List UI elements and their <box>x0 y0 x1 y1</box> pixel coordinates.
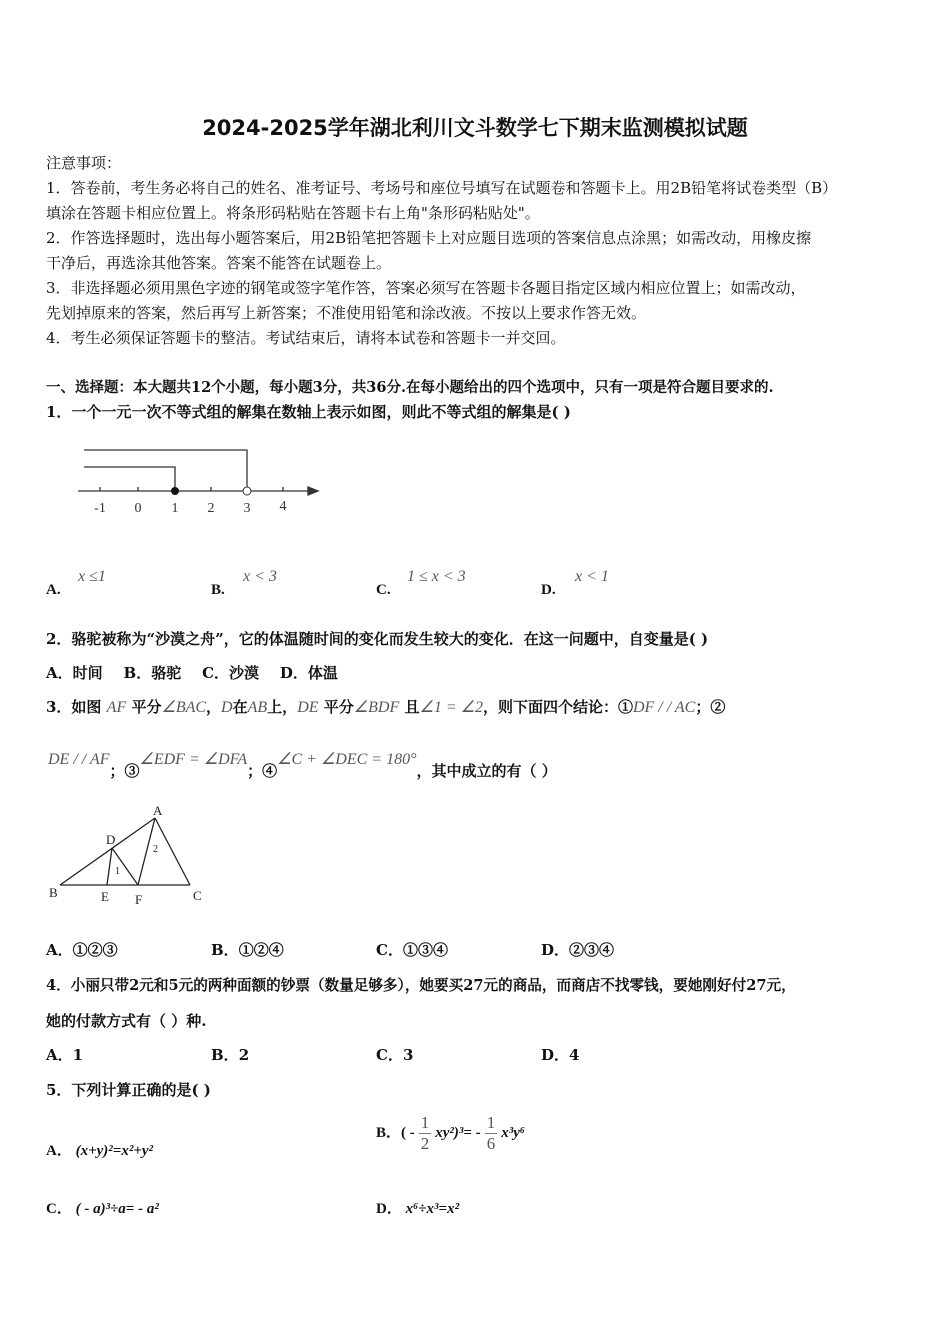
fraction <box>485 1113 498 1154</box>
option-value: (x+y)²=x²+y² <box>75 1143 154 1159</box>
range-bracket-1 <box>84 467 175 491</box>
option-value: ①②③ <box>72 941 118 959</box>
label-a: A <box>153 803 163 818</box>
text: 平分 <box>323 698 354 716</box>
text: ；③ <box>109 762 140 780</box>
option-label: B． <box>376 1124 402 1141</box>
q1-option-c[interactable]: 1 ≤ x < 3 <box>407 568 466 585</box>
option-label: D． <box>541 941 570 959</box>
label-b: B <box>49 885 58 900</box>
numerator: 1 <box>420 1113 430 1132</box>
option-value: ①③④ <box>402 941 448 959</box>
math: ∠C + ∠DEC = 180° <box>277 751 417 768</box>
q1-option-d[interactable]: x < 1 <box>575 568 609 585</box>
q1-option-a-label[interactable]: A. <box>46 582 61 598</box>
q4-option-a[interactable] <box>46 1044 83 1065</box>
tick-label: 4 <box>279 499 287 514</box>
label-f: F <box>135 892 143 907</box>
option-label: D． <box>541 1046 570 1064</box>
text: 在 <box>232 698 248 716</box>
option-value: 3 <box>402 1046 414 1064</box>
math: ∠1 = ∠2 <box>419 699 483 716</box>
axis-arrow <box>308 487 318 495</box>
math: AB <box>247 699 268 716</box>
q4-option-c[interactable] <box>376 1044 413 1065</box>
notice-line: 填涂在答题卡相应位置上。将条形码粘贴在答题卡右上角"条形码粘贴处"。 <box>46 204 540 222</box>
q4-option-d[interactable] <box>541 1044 579 1065</box>
notice-heading: 注意事项： <box>46 154 122 172</box>
q5-option-a[interactable] <box>46 1139 153 1160</box>
notice-line: 先划掉原来的答案，然后再写上新答案；不准使用铅笔和涂改液。不按以上要求作答无效。 <box>46 304 647 322</box>
page-title: 2024-2025学年湖北利川文斗数学七下期末监测模拟试题 <box>202 116 748 140</box>
q5-option-c[interactable] <box>46 1197 159 1218</box>
q3-option-c[interactable] <box>376 939 448 960</box>
tick-label: 0 <box>134 501 142 516</box>
q4-stem-line1: 4．小丽只带2元和5元的两种面额的钞票（数量足够多），她要买27元的商品，而商店不找零钱，要她刚好付27元， <box>46 977 796 994</box>
math: DE / / AF <box>48 751 110 768</box>
tick-label: 3 <box>243 501 251 516</box>
q3-option-a[interactable] <box>46 939 118 960</box>
tick-label: 1 <box>171 501 179 516</box>
math: DF / / AC <box>632 699 696 716</box>
option-label: B． <box>211 1046 239 1064</box>
denominator: 2 <box>420 1134 430 1153</box>
text: 3．如图 <box>46 698 102 716</box>
q3-stem-line2 <box>48 748 557 780</box>
fraction <box>419 1113 432 1154</box>
option-label: D． <box>376 1201 402 1217</box>
numerator: 1 <box>486 1113 496 1132</box>
option-label: A． <box>46 1046 73 1064</box>
angle-2: 2 <box>153 844 158 855</box>
math: ∠EDF = ∠DFA <box>139 751 248 768</box>
angle-1: 1 <box>115 866 120 877</box>
notice-line: 干净后，再选涂其他答案。答案不能答在试题卷上。 <box>46 254 392 272</box>
denominator: 6 <box>486 1134 496 1153</box>
text: ， <box>206 698 222 716</box>
q2-stem: 2．骆驼被称为“沙漠之舟”，它的体温随时间的变化而发生较大的变化．在这一问题中，自变量是( ) <box>46 630 709 648</box>
q5-option-b[interactable] <box>376 1113 525 1154</box>
text: 且 <box>404 698 420 716</box>
option-label: C． <box>376 1046 403 1064</box>
math: DE <box>297 699 319 716</box>
q1-stem: 1．一个一元一次不等式组的解集在数轴上表示如图，则此不等式组的解集是( ) <box>46 403 571 421</box>
math: ∠BAC <box>161 699 207 716</box>
tick-label: -1 <box>94 501 106 516</box>
q1-option-a[interactable]: x ≤1 <box>78 568 106 585</box>
option-value: 2 <box>238 1046 250 1064</box>
math: x³y⁶ <box>501 1124 526 1141</box>
open-dot <box>243 487 251 495</box>
tick-label: 2 <box>207 501 215 516</box>
option-label: B． <box>211 941 239 959</box>
option-value: 1 <box>72 1046 84 1064</box>
q5-option-d[interactable] <box>376 1197 459 1218</box>
label-c: C <box>193 888 202 903</box>
label-e: E <box>101 889 109 904</box>
math: D <box>221 699 233 716</box>
option-label: C． <box>376 941 403 959</box>
number-line-figure <box>70 440 330 520</box>
q1-option-c-label[interactable]: C. <box>376 582 391 598</box>
q4-stem-line2: 她的付款方式有（ ）种. <box>46 1012 207 1030</box>
option-value: 4 <box>569 1046 580 1064</box>
q5-stem: 5．下列计算正确的是( ) <box>46 1081 211 1099</box>
q2-options[interactable]: A．时间 B．骆驼 C．沙漠 D．体温 <box>46 664 338 682</box>
math: ( - <box>401 1124 415 1141</box>
option-value: ( - a)³÷a= - a² <box>75 1201 159 1217</box>
text: ；④ <box>247 762 278 780</box>
option-value: ①②④ <box>238 941 284 959</box>
triangle-figure <box>45 800 215 910</box>
text: 平分 <box>131 698 162 716</box>
q1-option-b-label[interactable]: B. <box>211 582 225 598</box>
q4-option-b[interactable] <box>211 1044 249 1065</box>
notice-line: 1．答卷前，考生务必将自己的姓名、准考证号、考场号和座位号填写在试题卷和答题卡上。用2B铅笔将试卷类型（B） <box>46 179 838 197</box>
text: ，则下面四个结论：① <box>482 698 633 716</box>
q1-option-b[interactable]: x < 3 <box>243 568 277 585</box>
notice-line: 3．非选择题必须用黑色字迹的钢笔或签字笔作答，答案必须写在答题卡各题目指定区域内相应位置上；如需改动， <box>46 279 806 297</box>
math: AF <box>106 699 127 716</box>
text: ，其中成立的有（ ） <box>416 762 557 780</box>
range-bracket-2 <box>84 450 247 491</box>
q3-stem-line1 <box>46 696 725 717</box>
option-label: A． <box>46 941 73 959</box>
label-d: D <box>106 832 116 847</box>
option-value: x⁶÷x³=x² <box>405 1201 460 1217</box>
notice-line: 4．考生必须保证答题卡的整洁。考试结束后，请将本试卷和答题卡一并交回。 <box>46 329 566 347</box>
q3-option-d[interactable] <box>541 939 614 960</box>
q1-option-d-label[interactable]: D. <box>541 582 556 598</box>
closed-dot <box>171 487 179 495</box>
text: 上， <box>267 698 298 716</box>
option-label: C． <box>46 1201 72 1217</box>
math: xy²)³= - <box>435 1124 481 1141</box>
option-label: A． <box>46 1143 72 1159</box>
notice-line: 2．作答选择题时，选出每小题答案后，用2B铅笔把答题卡上对应题目选项的答案信息点涂黑；如需改动，用橡皮擦 <box>46 229 812 247</box>
q3-option-b[interactable] <box>211 939 284 960</box>
option-value: ②③④ <box>569 941 615 959</box>
text: ；② <box>695 698 726 716</box>
math: ∠BDF <box>353 699 400 716</box>
section-heading: 一、选择题：本大题共12个小题，每小题3分，共36分.在每小题给出的四个选项中，只有一项是符合题目要求的. <box>46 379 774 396</box>
